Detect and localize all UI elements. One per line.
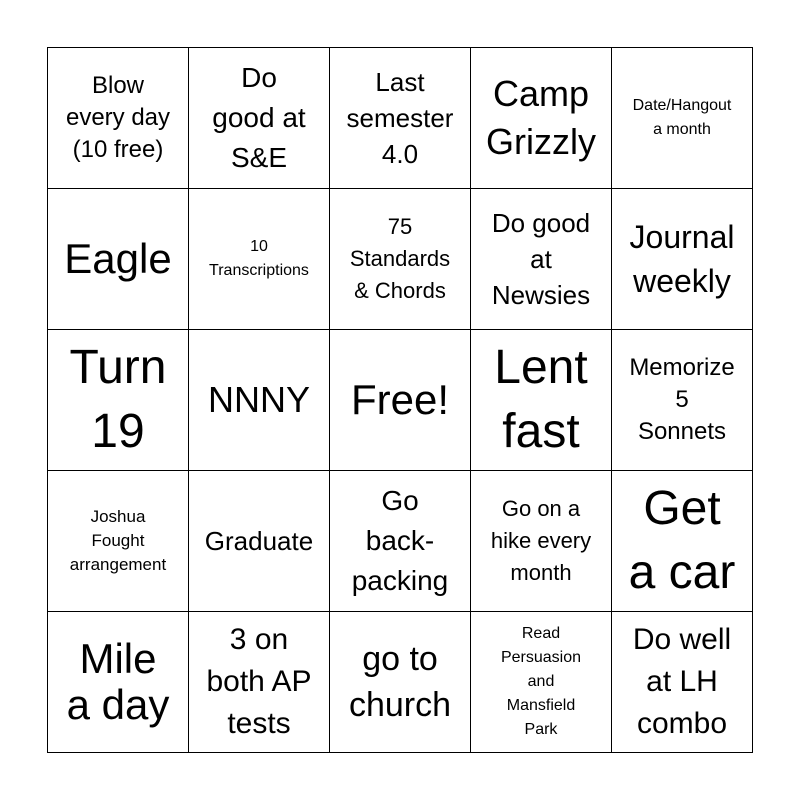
bingo-cell-i3[interactable] (189, 330, 330, 471)
bingo-cell-text: Do well at LH combo (632, 623, 732, 740)
bingo-cell-text: Journal weekly (629, 219, 735, 299)
bingo-cell-g3[interactable] (471, 330, 612, 471)
bingo-cell-text: Do good at Newsies (491, 208, 591, 310)
bingo-cell-o3[interactable] (612, 330, 753, 471)
bingo-cell-text: 3 on both AP tests (206, 623, 312, 740)
bingo-cell-text: Eagle (64, 235, 172, 282)
bingo-cell-text: 75 Standards & Chords (349, 214, 451, 303)
bingo-cell-text: Blow every day (10 free) (65, 72, 171, 163)
bingo-cell-text: 10 Transcriptions (209, 238, 309, 279)
bingo-board (47, 47, 753, 753)
bingo-cell-text: Camp Grizzly (486, 73, 596, 162)
bingo-cell-g2[interactable] (471, 189, 612, 330)
bingo-cell-text: Go on a hike every month (490, 496, 592, 585)
bingo-cell-o2[interactable] (612, 189, 753, 330)
bingo-cell-text: Joshua Fought arrangement (69, 507, 167, 574)
bingo-cell-text: Memorize 5 Sonnets (629, 354, 735, 445)
bingo-cell-i4[interactable] (189, 471, 330, 612)
bingo-cell-b4[interactable] (48, 471, 189, 612)
bingo-cell-text: Do good at S&E (212, 62, 306, 173)
bingo-cell-text: Get a car (628, 482, 736, 599)
bingo-cell-b1[interactable] (48, 48, 189, 189)
bingo-cell-text: Graduate (204, 526, 314, 556)
bingo-cell-text: Turn 19 (69, 341, 167, 458)
bingo-cell-text: Go back- packing (351, 485, 449, 596)
bingo-cell-b3[interactable] (48, 330, 189, 471)
bingo-cell-b2[interactable] (48, 189, 189, 330)
bingo-cell-o4[interactable] (612, 471, 753, 612)
bingo-cell-o5[interactable] (612, 612, 753, 753)
bingo-cell-text: Last semester 4.0 (346, 67, 454, 169)
bingo-cell-n4[interactable] (330, 471, 471, 612)
bingo-cell-text: Free! (350, 376, 450, 423)
bingo-cell-n2[interactable] (330, 189, 471, 330)
bingo-cell-b5[interactable] (48, 612, 189, 753)
bingo-cell-text: Lent fast (494, 341, 588, 458)
bingo-cell-n5[interactable] (330, 612, 471, 753)
bingo-cell-g5[interactable] (471, 612, 612, 753)
bingo-cell-text: go to church (348, 640, 452, 724)
bingo-cell-g1[interactable] (471, 48, 612, 189)
bingo-cell-text: Read Persuasion and Mansfield Park (500, 625, 582, 738)
bingo-cell-i1[interactable] (189, 48, 330, 189)
bingo-cell-i2[interactable] (189, 189, 330, 330)
bingo-cell-g4[interactable] (471, 471, 612, 612)
bingo-cell-i5[interactable] (189, 612, 330, 753)
bingo-cell-n3-free-space[interactable] (330, 330, 471, 471)
bingo-cell-text: Date/Hangout a month (632, 97, 732, 138)
bingo-cell-o1[interactable] (612, 48, 753, 189)
bingo-cell-text: Mile a day (66, 635, 170, 728)
bingo-cell-n1[interactable] (330, 48, 471, 189)
bingo-cell-text: NNNY (207, 379, 310, 420)
